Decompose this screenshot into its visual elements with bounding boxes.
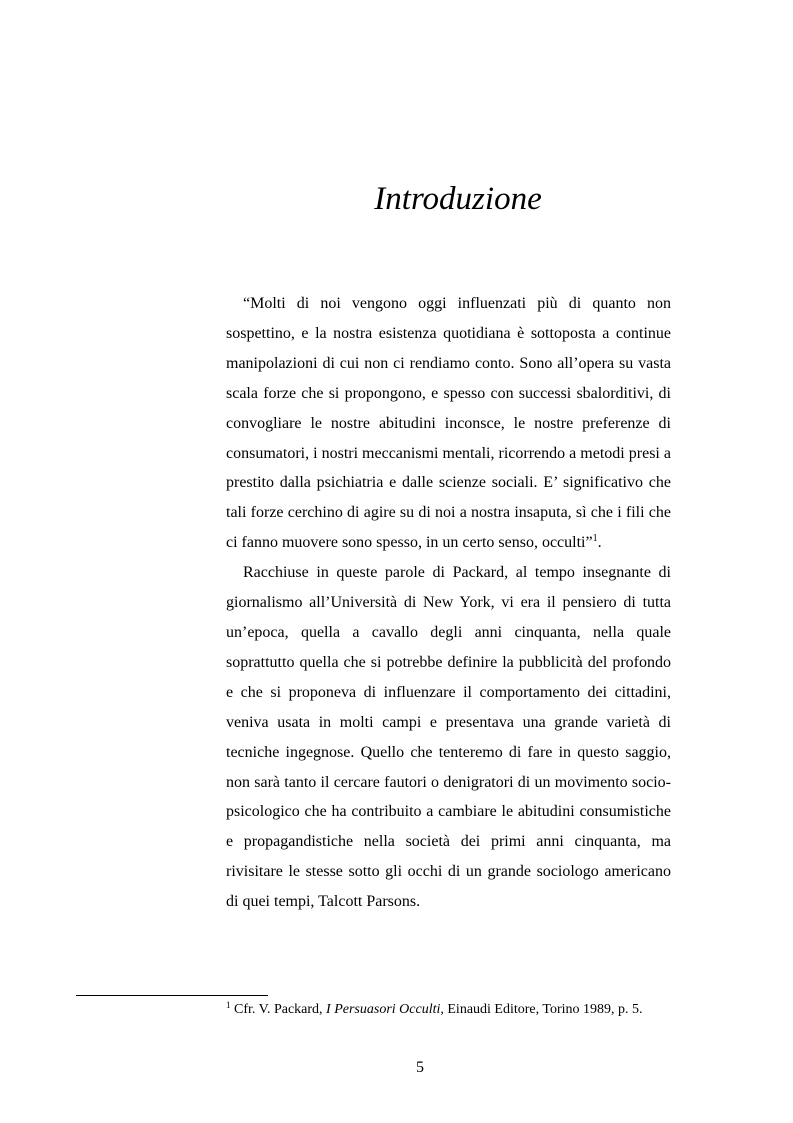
footnote-separator (76, 995, 268, 996)
paragraph-quote (226, 289, 671, 558)
footnote-book-title: I Persuasori Occulti (326, 1002, 441, 1017)
footnote-number: 1 (226, 1000, 231, 1010)
footnote (226, 1000, 686, 1020)
footnote-reference[interactable]: 1 (592, 533, 598, 545)
quote-end: . (597, 534, 602, 552)
footnote-text-after: , Einaudi Editore, Torino 1989, p. 5. (440, 1002, 643, 1017)
footnote-text-before: Cfr. V. Packard, (230, 1002, 327, 1017)
body-text (226, 289, 671, 917)
page-number: 5 (416, 1059, 424, 1076)
paragraph-commentary: Racchiuse in queste parole di Packard, al tempo insegnante di giornalismo all’Università di New York, vi era il pensiero di tutta un’epoca, quella a cavallo degli anni cinquanta, nella quale soprattutto quella che si potrebbe definire la pubblicità del profondo e che si proponeva di influenzare il comportamento dei cittadini, veniva usata in molti campi e presentava una grande varietà di tecniche ingegnose. Quello che tenteremo di fare in questo saggio, non sarà tanto il cercare fautori o denigratori di un movimento socio-psicologico che ha contribuito a cambiare le abitudini consumistiche e propagandistiche nella società dei primi anni cinquanta, ma rivisitare le stesse sotto gli occhi di un grande sociologo americano di quei tempi, Talcott Parsons. (226, 564, 671, 911)
page-title: Introduzione (374, 181, 542, 217)
quote-text: “Molti di noi vengono oggi influenzati più di quanto non sospettino, e la nostra esistenza quotidiana è sottoposta a continue manipolazioni di cui non ci rendiamo conto. Sono all’opera su vasta scala forze che si propongono, e spesso con successi sbalorditivi, di convogliare le nostre abitudini inconsce, le nostre preferenze di consumatori, i nostri meccanismi mentali, ricorrendo a metodi presi a prestito dalla psichiatria e dalle scienze sociali. E’ significativo che tali forze cerchino di agire su di noi a nostra insaputa, sì che i fili che ci fanno muovere sono spesso, in un certo senso, occulti” (226, 295, 671, 552)
